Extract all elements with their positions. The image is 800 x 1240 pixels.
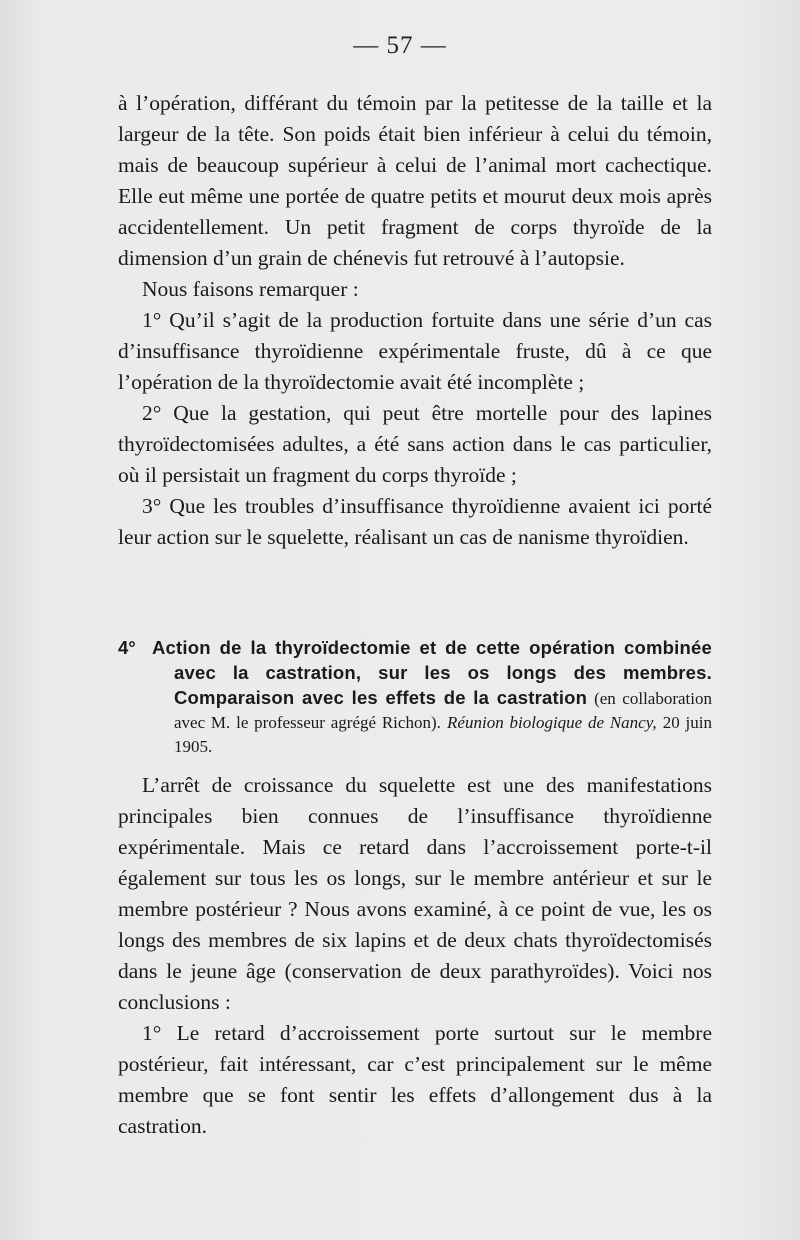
paragraph-point-1: 1° Qu’il s’agit de la production fortuite dans une série d’un cas d’insuffisance thyroïdienne expérimentale fruste, dû à ce que l’opération de la thyroïdectomie avait été incomplète ; (118, 308, 712, 394)
page-number: — 57 — (353, 32, 447, 59)
section-credit: (en collaboration avec M. le professeur agrégé Richon). (174, 689, 712, 732)
paragraph-continuation: à l’opération, différant du témoin par la petitesse de la taille et la largeur de la tête. Son poids était bien inférieur à celui du témoin, mais de beaucoup supérieur à celui de l’animal mort cachectique. Elle eut même une portée de quatre petits et mourut deux mois après accidentellement. Un petit fragment de corps thyroïde de la dimension d’un grain de chénevis fut retrouvé à l’autopsie. (118, 91, 712, 270)
paragraph-point-2: 2° Que la gestation, qui peut être mortelle pour des lapines thyroïdectomisées adultes, a été sans action dans le cas particulier, où il persistait un fragment du corps thyroïde ; (118, 401, 712, 487)
text-block-top (118, 88, 712, 553)
section-title: Action de la thyroïdectomie et de cette opération combinée avec la castration, sur les os longs des membres. Comparaison avec les effets de la castration (152, 637, 712, 708)
paragraph-point-3: 3° Que les troubles d’insuffisance thyroïdienne avaient ici porté leur action sur le squelette, réalisant un cas de nanisme thyroïdien. (118, 494, 712, 549)
paragraph-remark-intro: Nous faisons remarquer : (142, 277, 359, 301)
section-date: 20 juin 1905. (174, 713, 713, 756)
paragraph-section-intro: L’arrêt de croissance du squelette est une des manifestations principales bien connues de l’insuffisance thyroïdienne expérimentale. Mais ce retard dans l’accroissement porte-t-il également sur tous les os longs, sur le membre antérieur et sur le membre postérieur ? Nous avons examiné, à ce point de vue, les os longs des membres de six lapins et de deux chats thyroïdectomisés dans le jeune âge (conservation de deux parathyroïdes). Voici nos conclusions : (118, 773, 712, 1014)
section-heading-text (118, 636, 712, 759)
section-number: 4° (118, 637, 136, 658)
section-journal: Réunion biologique de Nancy, (447, 713, 657, 732)
text-block-bottom (118, 770, 712, 1142)
paragraph-conclusion-1: 1° Le retard d’accroissement porte surtout sur le membre postérieur, fait intéressant, car c’est principalement sur le même membre que se font sentir les effets d’allongement dus à la castration. (118, 1021, 712, 1138)
section-heading (118, 636, 712, 759)
